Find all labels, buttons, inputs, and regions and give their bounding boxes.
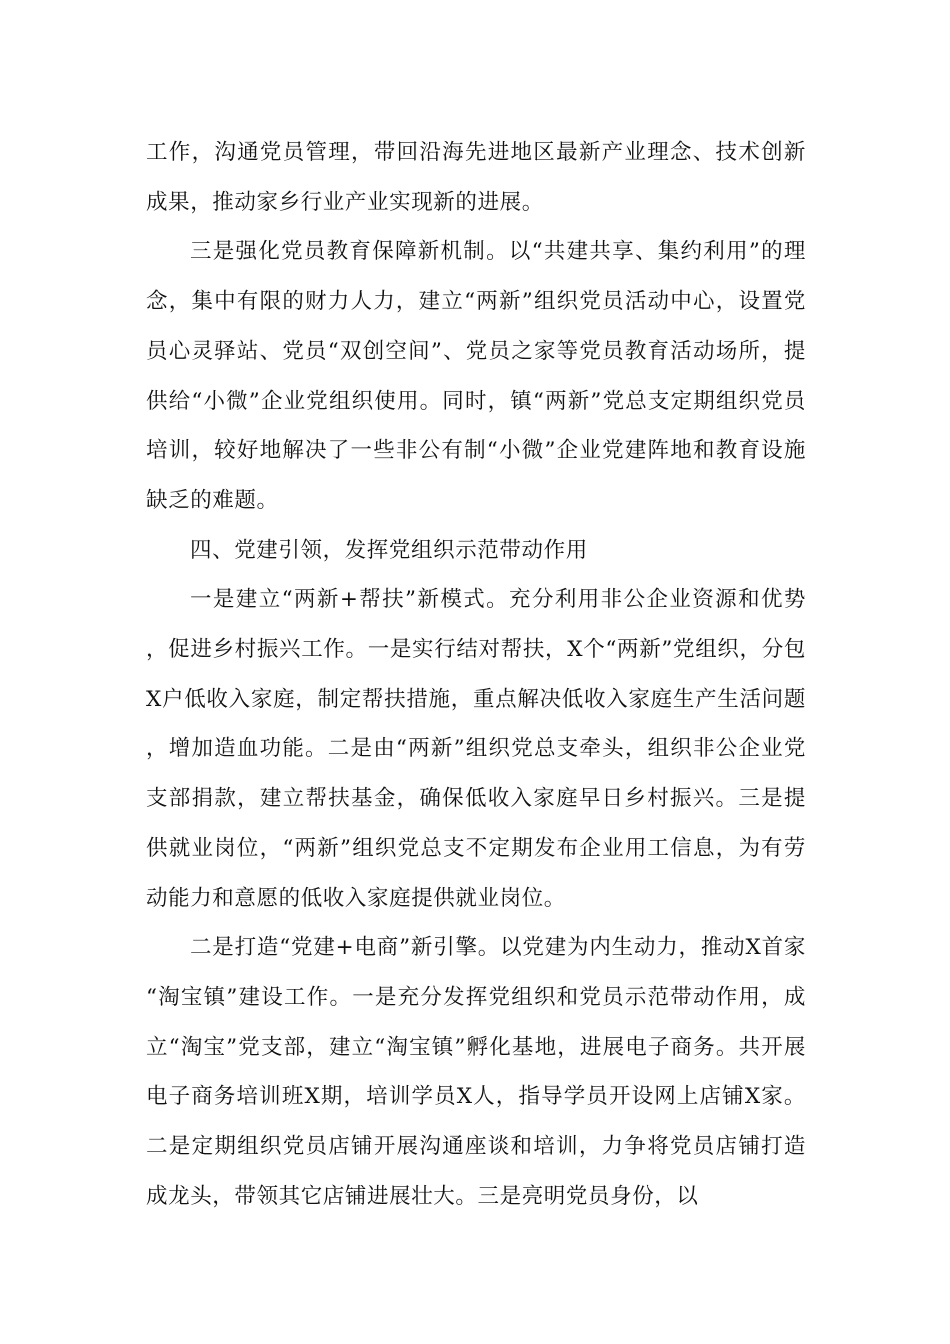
paragraph-continued: 工作，沟通党员管理，带回沿海先进地区最新产业理念、技术创新成果，推动家乡行业产业实现新的进展。 — [146, 140, 806, 215]
paragraph-poverty-assistance: 一是建立“两新+帮扶”新模式。充分利用非公企业资源和优势，促进乡村振兴工作。一是实行结对帮扶，X个“两新”党组织，分包X户低收入家庭，制定帮扶措施，重点解决低收入家庭生产生活问题，增加造血功能。二是由“两新”组织党总支牵头，组织非公企业党支部捐款，建立帮扶基金，确保低收入家庭早日乡村振兴。三是提供就业岗位，“两新”组织党总支不定期发布企业用工信息，为有劳动能力和意愿的低收入家庭提供就业岗位。 — [146, 587, 806, 911]
section-heading: 四、党建引领，发挥党组织示范带动作用 — [190, 537, 588, 563]
paragraph-ecommerce: 二是打造“党建+电商”新引擎。以党建为内生动力，推动X首家“淘宝镇”建设工作。一是充分发挥党组织和党员示范带动作用，成立“淘宝”党支部，建立“淘宝镇”孵化基地，进展电子商务。共开展电子商务培训班X期，培训学员X人，指导学员开设网上店铺X家。二是定期组织党员店铺开展沟通座谈和培训，力争将党员店铺打造成龙头，带领其它店铺进展壮大。三是亮明党员身份，以 — [146, 935, 806, 1209]
paragraph-education-mechanism: 三是强化党员教育保障新机制。以“共建共享、集约利用”的理念，集中有限的财力人力，建立“两新”组织党员活动中心，设置党员心灵驿站、党员“双创空间”、党员之家等党员教育活动场所，提供给“小微”企业党组织使用。同时，镇“两新”党总支定期组织党员培训，较好地解决了一些非公有制“小微”企业党建阵地和教育设施缺乏的难题。 — [146, 239, 806, 513]
document-body — [146, 128, 806, 1221]
